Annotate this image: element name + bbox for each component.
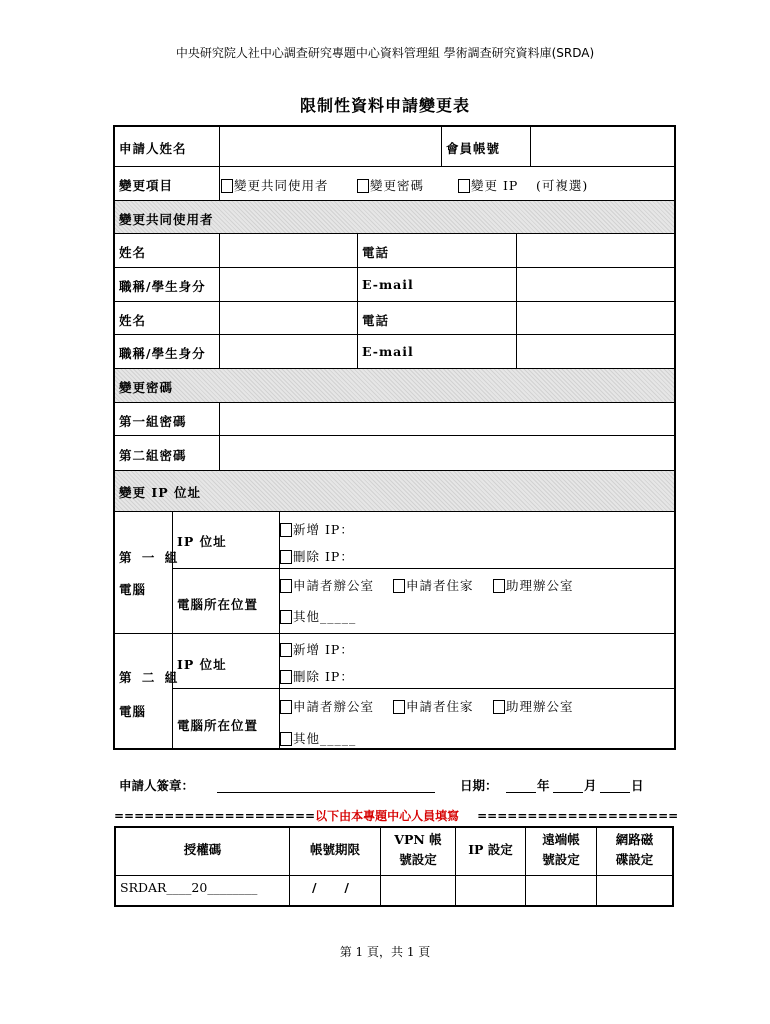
co-user-section-title: 變更共同使用者	[119, 212, 214, 227]
member-account-label: 會員帳號	[446, 141, 501, 156]
ip-section-title: 變更 IP 位址	[119, 485, 201, 500]
location-assistant-office[interactable]: 助理辦公室	[493, 697, 574, 715]
checkbox[interactable]	[280, 700, 292, 714]
checkbox[interactable]	[280, 523, 292, 537]
row-change-items	[115, 167, 674, 201]
auth-code-value[interactable]: SRDAR____20________	[120, 880, 258, 895]
row-co-user-name-1	[115, 234, 674, 268]
section-password	[115, 369, 674, 403]
section-ip	[115, 471, 674, 512]
phone-label: 電話	[362, 313, 390, 328]
application-form	[113, 125, 676, 750]
network-drive-header: 網路磁 碟設定	[615, 832, 654, 867]
password1-field[interactable]	[219, 403, 674, 435]
checkbox[interactable]	[280, 610, 292, 624]
name-label: 姓名	[119, 245, 147, 260]
applicant-name-label: 申請人姓名	[119, 141, 187, 156]
row-co-user-name-2	[115, 302, 674, 335]
location-other[interactable]: 其他_____	[280, 607, 356, 625]
section-co-user	[115, 201, 674, 234]
group1-label: 第 一 組	[119, 550, 181, 565]
row-password-2	[115, 436, 674, 471]
checkbox[interactable]	[493, 579, 505, 593]
email-field[interactable]	[516, 268, 674, 301]
row-co-user-title-2	[115, 335, 674, 369]
name-field[interactable]	[219, 302, 357, 334]
checkbox[interactable]	[493, 700, 505, 714]
header-org-line: 中央研究院人社中心調查研究專題中心資料管理組 學術調查研究資料庫(SRDA)	[175, 46, 595, 60]
remove-ip-option[interactable]: 刪除 IP：	[280, 547, 354, 565]
month-label: 月	[584, 778, 597, 793]
location-applicant-home[interactable]: 申請者住家	[393, 697, 474, 715]
email-field[interactable]	[516, 335, 674, 368]
phone-field[interactable]	[516, 234, 674, 267]
location-applicant-office[interactable]: 申請者辦公室	[280, 576, 374, 594]
location-applicant-home[interactable]: 申請者住家	[393, 576, 474, 594]
checkbox[interactable]	[458, 179, 470, 193]
staff-table	[114, 826, 674, 907]
member-account-field[interactable]	[530, 127, 674, 166]
checkbox[interactable]	[280, 643, 292, 657]
location-assistant-office[interactable]: 助理辦公室	[493, 576, 574, 594]
checkbox[interactable]	[280, 732, 292, 746]
date-label: 日期：	[460, 778, 498, 793]
row-applicant	[115, 127, 674, 167]
title-status-label: 職稱/學生身分	[119, 346, 206, 361]
year-field[interactable]	[506, 792, 536, 793]
day-label: 日	[631, 778, 644, 793]
multi-select-note: (可複選)	[536, 178, 589, 193]
title-status-label: 職稱/學生身分	[119, 279, 206, 294]
day-field[interactable]	[600, 792, 630, 793]
signature-label: 申請人簽章：	[119, 778, 195, 793]
remove-ip-option[interactable]: 刪除 IP：	[280, 667, 354, 685]
ip-address-label: IP 位址	[177, 534, 227, 549]
form-title: 限制性資料申請變更表	[299, 96, 470, 115]
computer-label: 電腦	[119, 582, 147, 597]
name-label: 姓名	[119, 313, 147, 328]
account-expiry-header: 帳號期限	[309, 842, 360, 857]
option-change-co-user[interactable]: 變更共同使用者	[221, 176, 329, 194]
checkbox[interactable]	[393, 700, 405, 714]
page-number: 第 1 頁，共 1 頁	[339, 945, 431, 959]
location-label: 電腦所在位置	[177, 718, 259, 733]
option-change-ip[interactable]: 變更 IP	[458, 176, 518, 194]
email-label: E-mail	[362, 344, 414, 359]
location-label: 電腦所在位置	[177, 597, 259, 612]
change-items-label: 變更項目	[119, 178, 174, 193]
row-co-user-title-1	[115, 268, 674, 302]
ip-group-1	[115, 512, 674, 634]
add-ip-option[interactable]: 新增 IP：	[280, 520, 354, 538]
checkbox[interactable]	[357, 179, 369, 193]
title-status-field[interactable]	[219, 335, 357, 368]
month-field[interactable]	[553, 792, 583, 793]
phone-label: 電話	[362, 245, 390, 260]
year-label: 年	[537, 778, 550, 793]
phone-field[interactable]	[516, 302, 674, 334]
name-field[interactable]	[219, 234, 357, 267]
vpn-setting-header: VPN 帳 號設定	[394, 832, 442, 867]
checkbox[interactable]	[280, 550, 292, 564]
ip-setting-header: IP 設定	[468, 842, 513, 857]
location-other[interactable]: 其他_____	[280, 729, 356, 747]
add-ip-option[interactable]: 新增 IP：	[280, 640, 354, 658]
email-label: E-mail	[362, 277, 414, 292]
password2-field[interactable]	[219, 436, 674, 470]
computer-label: 電腦	[119, 704, 147, 719]
row-password-1	[115, 403, 674, 436]
location-applicant-office[interactable]: 申請者辦公室	[280, 697, 374, 715]
account-expiry-value[interactable]: / /	[312, 880, 350, 895]
ip-address-label: IP 位址	[177, 657, 227, 672]
signature-line[interactable]	[217, 792, 435, 793]
group2-label: 第 二 組	[119, 670, 181, 685]
password1-label: 第一組密碼	[119, 414, 187, 429]
remote-account-header: 遠端帳 號設定	[542, 832, 580, 867]
checkbox[interactable]	[280, 670, 292, 684]
checkbox[interactable]	[393, 579, 405, 593]
ip-group-2	[115, 634, 674, 748]
title-status-field[interactable]	[219, 268, 357, 301]
option-change-password[interactable]: 變更密碼	[357, 176, 424, 194]
auth-code-header: 授權碼	[183, 842, 222, 857]
applicant-name-field[interactable]	[219, 127, 441, 166]
password-section-title: 變更密碼	[119, 380, 174, 395]
staff-divider-text: 以下由本專題中心人員填寫	[315, 809, 460, 823]
checkbox[interactable]	[221, 179, 233, 193]
password2-label: 第二組密碼	[119, 448, 187, 463]
checkbox[interactable]	[280, 579, 292, 593]
staff-divider: ====================以下由本專題中心人員填寫 ====================	[114, 809, 679, 823]
